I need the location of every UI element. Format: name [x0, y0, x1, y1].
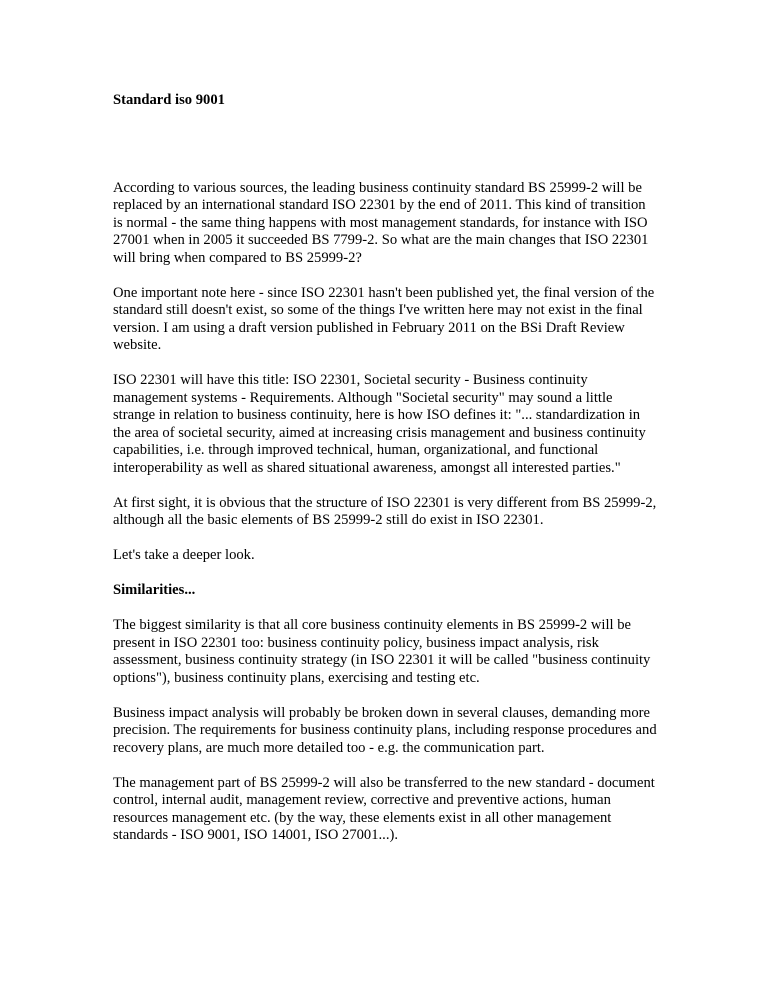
paragraph: According to various sources, the leading business continuity standard BS 25999-2 will be replaced by an international standard ISO 22301 by the end of 2011. This kind of transition is normal - the same thing happens with most management standards, for instance with ISO 27001 when in 2005 it succeeded BS 7799-2. So what are the main changes that ISO 22301 will bring when compared to BS 25999-2?: [113, 179, 649, 266]
paragraph: The biggest similarity is that all core business continuity elements in BS 25999-2 will be present in ISO 22301 too: business continuity policy, business impact analysis, risk assessment, business continuity strategy (in ISO 22301 it will be called "business continuity options"), business continuity plans, exercising and testing etc.: [113, 617, 651, 686]
paragraph: Business impact analysis will probably be broken down in several clauses, demanding more precision. The requirements for business continuity plans, including response procedures and recovery plans, are much more detailed too - e.g. the communication part.: [113, 704, 657, 756]
paragraph: The management part of BS 25999-2 will also be transferred to the new standard - document control, internal audit, management review, corrective and preventive actions, human resources management etc. (by the way, these elements exist in all other management standards - ISO 9001, ISO 14001, ISO 27001...).: [113, 774, 655, 843]
document-page: [113, 92, 658, 862]
paragraph: One important note here - since ISO 22301 hasn't been published yet, the final version of the standard still doesn't exist, so some of the things I've written here may not exist in the final version. I am using a draft version published in February 2011 on the BSi Draft Review website.: [113, 284, 655, 353]
paragraph: At first sight, it is obvious that the structure of ISO 22301 is very different from BS 25999-2, although all the basic elements of BS 25999-2 still do exist in ISO 22301.: [113, 494, 657, 528]
document-title: Standard iso 9001: [113, 92, 225, 108]
section-heading: Similarities...: [113, 582, 196, 598]
paragraph: ISO 22301 will have this title: ISO 22301, Societal security - Business continuity management systems - Requirements. Although "Societal security" may sound a little strange in relation to business continuity, here is how ISO defines it: "... standardization in the area of societal security, aimed at increasing crisis management and business continuity capabilities, i.e. through improved technical, human, organizational, and functional interoperability as well as shared situational awareness, amongst all interested parties.": [113, 372, 646, 476]
paragraph: Let's take a deeper look.: [113, 547, 255, 563]
